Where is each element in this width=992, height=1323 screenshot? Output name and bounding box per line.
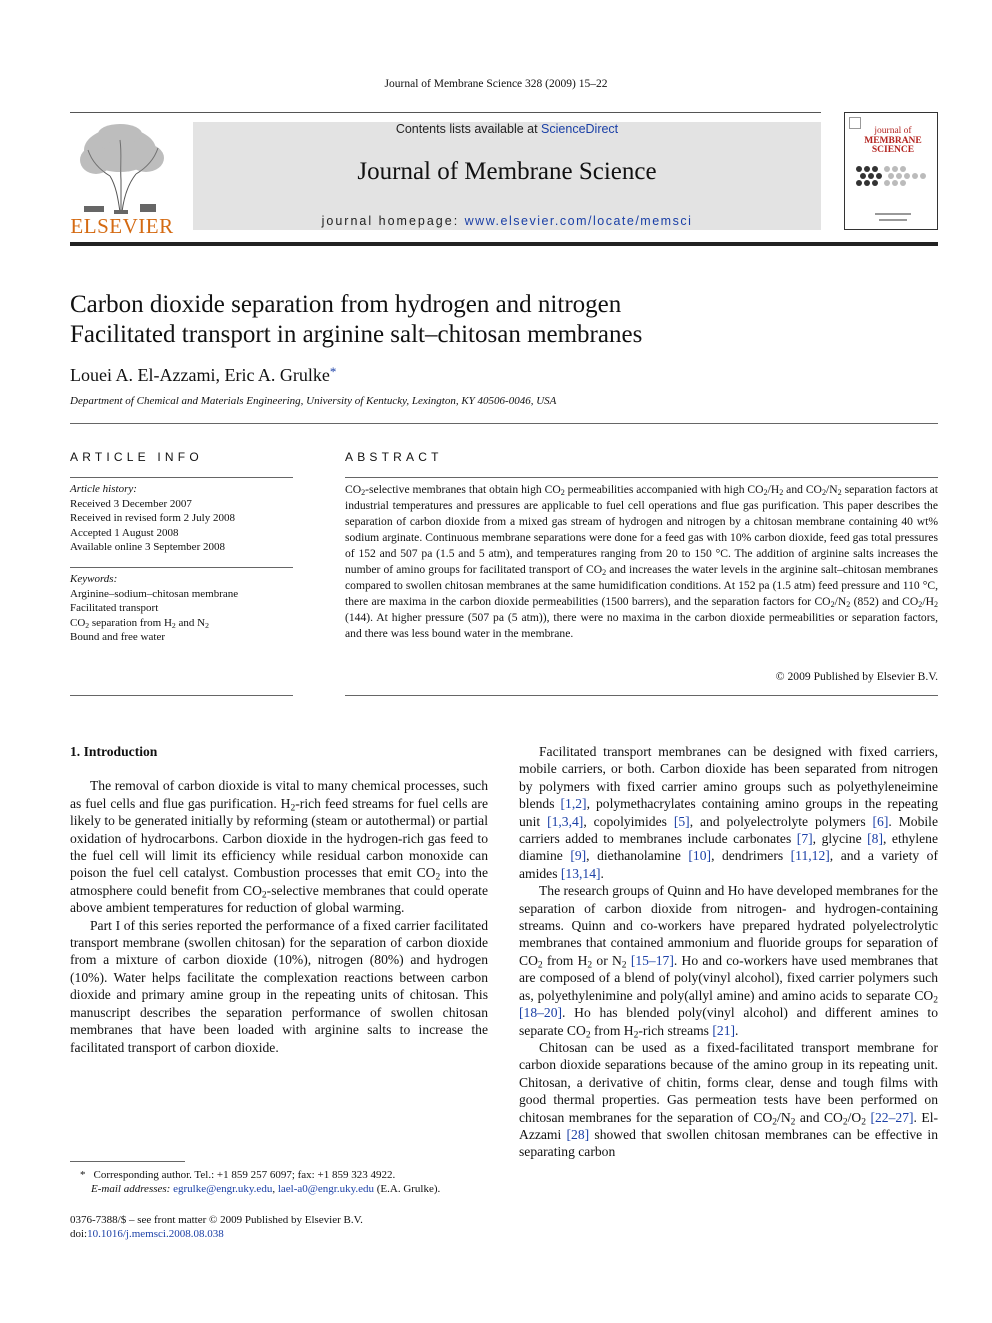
cover-title-line: MEMBRANE: [864, 135, 922, 146]
journal-banner: [193, 122, 821, 230]
history-accepted: Accepted 1 August 2008: [70, 526, 179, 539]
header-rule: [70, 112, 821, 113]
doi-line: doi:10.1016/j.memsci.2008.08.038: [70, 1228, 224, 1240]
article-info-heading: ARTICLE INFO: [70, 450, 203, 464]
authors: [70, 364, 336, 386]
citation-link[interactable]: [1,3,4]: [547, 813, 584, 829]
citation-link[interactable]: [11,12]: [790, 848, 830, 864]
keywords-label: Keywords:: [70, 573, 118, 585]
history-received: Received 3 December 2007: [70, 497, 192, 510]
issn-line: 0376-7388/$ – see front matter © 2009 Published by Elsevier B.V.: [70, 1214, 363, 1226]
body-paragraph: Facilitated transport membranes can be designed with fixed carriers, mobile carriers, or both. Carbon dioxide has been separated from nitrogen by polymers with fixed carrier amino groups such as polyethyleneimine blends [1,2], polymethacrylates containing amino groups in the repeating unit [1,3,4], copolyimides [5], and polyelectrolyte polymers [6]. Mobile carriers added to membranes include carbonates [7], glycine [8], ethylene diamine [9], diethanolamine [10], dendrimers [11,12], and a variety of amides [13,14].: [519, 744, 938, 881]
header-thick-rule: [70, 242, 938, 246]
article-subtitle-line: Facilitated transport in arginine salt–chitosan membranes: [70, 321, 643, 348]
citation-link[interactable]: [1,2]: [560, 796, 587, 812]
keyword: Bound and free water: [70, 631, 165, 643]
email-link[interactable]: lael-a0@engr.uky.edu: [277, 1183, 374, 1195]
sciencedirect-link[interactable]: ScienceDirect: [541, 122, 619, 136]
footnote-corresponding: [70, 1168, 488, 1182]
citation-link[interactable]: [7]: [796, 831, 813, 847]
info-rule: [70, 567, 293, 568]
section-heading: 1. Introduction: [70, 744, 158, 759]
homepage-link[interactable]: www.elsevier.com/locate/memsci: [464, 214, 693, 228]
citation-link[interactable]: [6]: [872, 813, 889, 829]
running-head: Journal of Membrane Science 328 (2009) 15–22: [384, 78, 608, 90]
body-paragraph: The research groups of Quinn and Ho have developed membranes for the separation of carbon dioxide from nitrogen- and hydrogen-containing streams. Quinn and co-workers have prepared hydrated polyelectrolytic membranes that contained ammonium and fluoride groups for separation of $CO_2$ from $H_2$ or $N_2$ [15–17]. Ho and co-workers have used membranes that are composed of a blend of poly(vinyl alcohol), fixed carrier polymers such as, polyethylenimine and poly(allyl amine) and amino acids to separate $CO_2$ [18–20]. Ho has blended poly(vinyl alcohol) and different amines to separate $CO_2$ from $H_2$-rich streams [21].: [519, 883, 938, 1040]
homepage-prefix: journal homepage:: [321, 214, 465, 228]
abstract-heading: ABSTRACT: [345, 450, 443, 464]
body-paragraph: Part I of this series reported the performance of a fixed carrier facilitated transport membrane (swollen chitosan) for the separation of carbon dioxide from a mixture of carbon dioxide (10%), nitrogen (80%) and hydrogen (10%). Water helps facilitate the complexation reactions between carbon dioxide and primary amine group in the repeating units of chitosan. This manuscript describes the separation performance of swollen chitosan membranes that have been loaded with arginine salts to increase the facilitated transport of carbon dioxide.: [70, 917, 488, 1055]
abstract-copyright: © 2009 Published by Elsevier B.V.: [775, 670, 938, 683]
article-title-line: Carbon dioxide separation from hydrogen and nitrogen: [70, 291, 622, 318]
abstract-rule: [345, 477, 938, 478]
publisher-logo[interactable]: [70, 120, 174, 238]
footnote: [70, 1168, 488, 1196]
publisher-name: ELSEVIER: [70, 214, 174, 238]
history-online: Available online 3 September 2008: [70, 541, 225, 553]
abstract-rule: [345, 695, 938, 696]
citation-link[interactable]: [18–20]: [519, 1005, 563, 1021]
title-rule: [70, 423, 938, 424]
affiliation: Department of Chemical and Materials Engineering, University of Kentucky, Lexington, KY 40506-0046, USA: [70, 395, 557, 407]
keyword: Facilitated transport: [70, 602, 159, 614]
citation-link[interactable]: [10]: [688, 848, 712, 864]
keyword: Arginine–sodium–chitosan membrane: [70, 587, 239, 600]
citation-link[interactable]: [13,14]: [560, 865, 601, 881]
cover-molecule-icon: [853, 161, 933, 191]
email-link[interactable]: egrulke@engr.uky.edu: [173, 1183, 273, 1195]
cover-title-line: SCIENCE: [871, 145, 915, 155]
corresponding-author-mark[interactable]: *: [329, 364, 337, 379]
history-revised: Received in revised form 2 July 2008: [70, 512, 235, 524]
citation-link[interactable]: [22–27]: [870, 1109, 914, 1125]
cover-title: [851, 127, 935, 156]
body-paragraph: Chitosan can be used as a fixed-facilitated transport membrane for carbon dioxide separations because of the amino group in its repeating unit. Chitosan, a derivative of chitin, forms clear, dense and tough films with good thermal properties. Gas permeation tests have been performed on chitosan membranes for the separation of $CO_2/N_2$ and $CO_2/O_2$ [22–27]. El-Azzami [28] showed that swollen chitosan membranes can be effective in separating carbon: [519, 1039, 939, 1160]
keywords: [70, 572, 300, 645]
keyword: $CO_2$ separation from $H_2$ and $N_2$: [70, 616, 209, 630]
journal-cover-thumbnail[interactable]: [844, 112, 938, 230]
citation-link[interactable]: [9]: [570, 848, 587, 864]
abstract-text: $CO_2$-selective membranes that obtain high $CO_2$ permeabilities accompanied with high $CO_2/H_2$ and $CO_2/N_2$ separation factors at industrial temperatures and pressures are applicable to fuel cell operations and flue gas purification. This paper describes the separation of carbon dioxide from a mixed gas stream of hydrogen and nitrogen by a chitosan membrane containing 40 wt% sodium arginate. Continuous membrane separations were done for a feed gas with 10% carbon dioxide, feed gas total pressures of 152 and 507 pa (1.5 and 5 atm), and temperatures ranging from 20 to 150 °C. The addition of arginine salts increases the number of amino groups for facilitated transport of $CO_2$ and increases the water levels in the arginine salt–chitosan membranes compared to swollen chitosan membranes at the same humidification conditions. At 152 pa (1.5 atm) feed pressure and 110 °C, there are maxima in the carbon dioxide permeabilities (1500 barrers), and the separation factors for $CO_2/N_2$ (852) and $CO_2/H_2$ (144). At higher pressure (507 pa (5 atm)), there were no maxima in the carbon dioxide permeabilities or separation factors, and there was less bound water in the membrane.: [345, 483, 939, 640]
citation-link[interactable]: [5]: [673, 813, 690, 829]
info-rule: [70, 477, 293, 478]
citation-link[interactable]: [15–17]: [630, 952, 674, 968]
citation-link[interactable]: [8]: [867, 831, 883, 847]
author-names: Louei A. El-Azzami, Eric A. Grulke: [70, 365, 330, 385]
footnote-text: Corresponding author. Tel.: +1 859 257 6097; fax: +1 859 323 4922.: [93, 1169, 396, 1181]
doi-link[interactable]: 10.1016/j.memsci.2008.08.038: [87, 1228, 224, 1240]
footnote-rule: [70, 1161, 185, 1162]
body-column-right: [519, 743, 938, 1161]
article-history: [70, 482, 300, 555]
article-title: [70, 290, 930, 350]
footnote-mark: *: [80, 1169, 86, 1181]
contents-line: [193, 122, 821, 136]
journal-title: Journal of Membrane Science: [357, 158, 657, 185]
citation-link[interactable]: [21]: [712, 1022, 736, 1038]
history-label: Article history:: [70, 483, 137, 495]
body-column-left: [70, 743, 488, 1056]
info-rule: [70, 695, 293, 696]
cover-fine-print: [875, 213, 911, 215]
cover-fine-print: [879, 219, 907, 221]
issn-doi: [70, 1213, 363, 1241]
footnote-emails: E-mail addresses: egrulke@engr.uky.edu, lael-a0@engr.uky.edu (E.A. Grulke).: [91, 1183, 441, 1195]
contents-prefix: Contents lists available at: [395, 122, 542, 136]
cover-title-line: journal of: [874, 126, 912, 136]
body-paragraph: The removal of carbon dioxide is vital to many chemical processes, such as fuel cells and flue gas purification. $H_2$-rich feed streams for fuel cells are likely to be generated initially by reforming (steam or autothermal) or partial oxidation of hydrocarbons. Carbon dioxide in the hydrogen-rich gas feed to the fuel cell will limit its efficiency while residual carbon monoxide can poison the fuel cell catalyst. Combustion processes that emit $CO_2$ into the atmosphere could benefit from $CO_2$-selective membranes that could operate above ambient temperatures for reduction of global warming.: [70, 778, 488, 916]
citation-link[interactable]: [28]: [566, 1126, 590, 1142]
homepage-line: [193, 214, 821, 228]
